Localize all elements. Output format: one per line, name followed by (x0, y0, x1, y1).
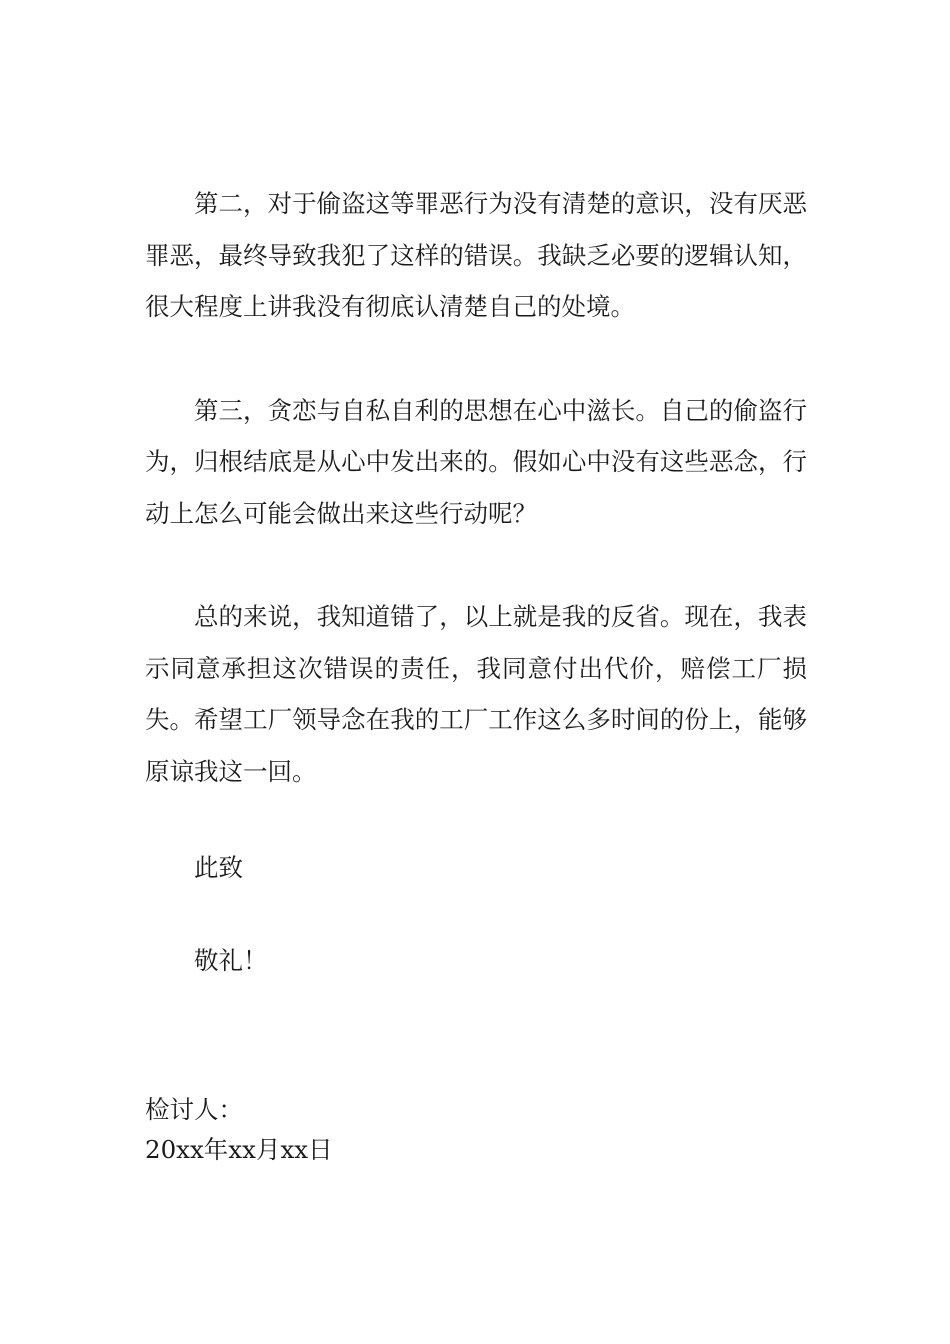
paragraph-second-point: 第二，对于偷盗这等罪恶行为没有清楚的意识，没有厌恶罪恶，最终导致我犯了这样的错误。我缺乏必要的逻辑认知，很大程度上讲我没有彻底认清楚自己的处境。 (145, 189, 807, 321)
signature-label: 检讨人： (145, 1095, 243, 1124)
closing-salutation: 此致 (194, 853, 243, 882)
signature-date: 20xx年xx月xx日 (145, 1135, 333, 1164)
paragraph-third-point: 第三，贪恋与自私自利的思想在心中滋长。自己的偷盗行为，归根结底是从心中发出来的。假如心中没有这些恶念，行动上怎么可能会做出来这些行动呢？ (145, 395, 807, 528)
paragraph-summary: 总的来说，我知道错了，以上就是我的反省。现在，我表示同意承担这次错误的责任，我同意付出代价，赔偿工厂损失。希望工厂领导念在我的工厂工作这么多时间的份上，能够原谅我这一回。 (145, 602, 807, 786)
document-body (145, 178, 807, 1170)
closing-regards: 敬礼！ (194, 945, 268, 975)
